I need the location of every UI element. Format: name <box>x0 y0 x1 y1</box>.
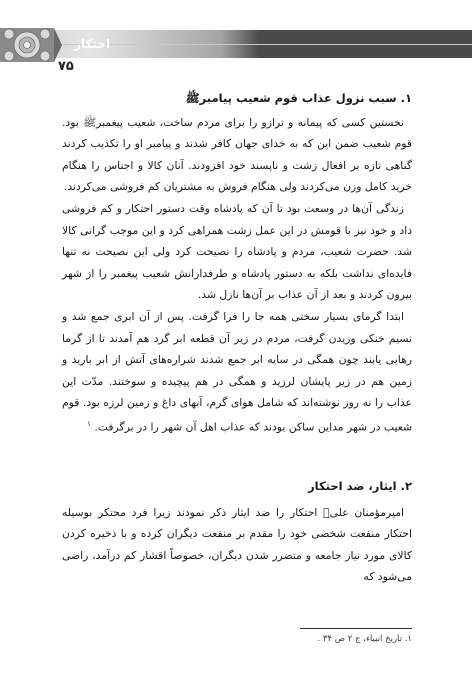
section-1-heading <box>62 88 412 110</box>
chapter-title: احتکار <box>74 37 111 51</box>
section-2-heading: ۲. ایثار، ضد احتکار <box>308 479 412 493</box>
honorific-mark: ﷺ <box>185 91 200 105</box>
footnote-divider <box>300 628 412 629</box>
section-1-paragraph-3 <box>62 306 412 438</box>
section-2-paragraph: امیرمؤمنان علیؑ احتکار را ضد ایثار ذکر نمودند زیرا فرد محتکر بوسیله احتکار منفعت شخصی خود را مقدم بر منفعت دیگران کرده و با ذخیره کردن کالای مورد نیاز جامعه و متضرر شدن دیگران، خصوصاً اقشار کم درآمد، راضی می‌شود که <box>62 505 412 584</box>
section-1-paragraph-2: زندگی آن‌ها در وسعت بود تا آن که پادشاه وقت دستور احتکار و کم فروشی داد و خود نیز با قومش در این عمل زشت همراهی کرد و این موجب گرانی کالا شد. حضرت شعیب، مردم و پادشاه را نصیحت کرد ولی این نصیحت نه تنها فایده‌ای نداشت بلکه به دستور پادشاه و طرفدارانش شعیب پیغمبر را از شهر بیرون کردند و بعد از آن عذاب بر آن‌ها نازل شد. <box>62 201 412 302</box>
footnote: ۱. تاریخ انبیاء، ج ۲ ص ۳۴ . <box>317 634 412 644</box>
section-2 <box>62 476 412 588</box>
footnote-reference: ۱ <box>87 419 91 428</box>
header-rule <box>0 44 472 45</box>
section-1 <box>62 88 412 438</box>
page-number: ۷۵ <box>58 59 74 74</box>
ornament-icon <box>0 24 62 66</box>
section-1-paragraph-1: نخستین کسی که پیمانه و ترازو را برای مردم ساخت، شعیب پیغمبرﷺ بود. قوم شعیب ضمن این که به خدای جهان کافر شدند و پیامبر او را تکذیب کردند گناهی تازه بر افعال زشت و ناپسند خود افزودند. آنان کالا و اجناس را هنگام خرید کامل وزن می‌کردند ولی هنگام فروش به مشتریان کم فروشی می‌کردند. <box>62 115 412 194</box>
section-1-heading-text: ۱. سبب نزول عذاب قوم شعیب پیامبر <box>199 91 412 105</box>
section-1-paragraph-3-text: ابتدا گرمای بسیار سختی همه جا را فرا گرفت. پس از آن ابری جمع شد و نسیم خنکی وزیدن گرفت، مردم در زیر آن قطعه ابر گرد هم آمدند تا از گرما رهایی یابند چون همگی در سایه ابر جمع شدند شراره‌های آتش از ابر بارید و زمین هم در زیر پایشان لرزید و همگی در هم پیچیده و سوختند. مدّت این عذاب را نه روز نوشته‌اند که شامل هوای گرم، آبهای داغ و زمین لرزه بود. قوم شعیب در شهر مداین ساکن بودند که عذاب اهل آن شهر را در برگرفت. <box>62 309 412 434</box>
